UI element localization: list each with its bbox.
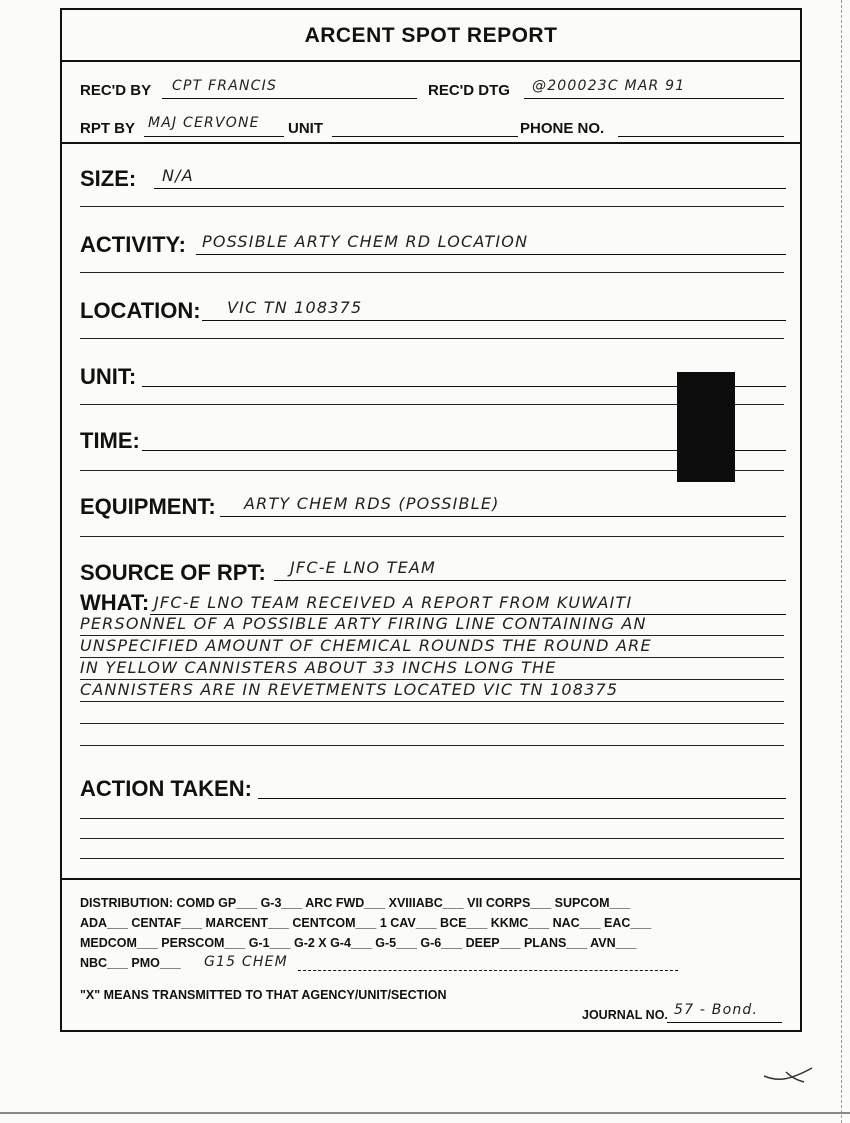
- what-label: WHAT:: [80, 590, 150, 615]
- recd-by-value: CPT FRANCIS: [172, 78, 278, 94]
- rpt-by-value: MAJ CERVONE: [148, 115, 260, 131]
- page-edge-rule: [841, 0, 842, 1123]
- what-text-3: UNSPECIFIED AMOUNT OF CHEMICAL ROUNDS THE ROUND ARE: [80, 636, 652, 655]
- what-line-7: [80, 745, 784, 746]
- header-rule: [62, 142, 800, 144]
- form-title: [62, 24, 800, 48]
- distribution-handwritten: G15 CHEM: [204, 954, 288, 970]
- form-title-text: ARCENT SPOT REPORT: [295, 24, 568, 47]
- what-line-5: [80, 701, 784, 702]
- recd-dtg-value: @200023C MAR 91: [532, 78, 686, 94]
- activity-value: POSSIBLE ARTY CHEM RD LOCATION: [202, 232, 529, 251]
- size-line: [154, 188, 786, 189]
- what-text-2: PERSONNEL OF A POSSIBLE ARTY FIRING LINE CONTAINING AN: [80, 614, 647, 633]
- action-line-3: [80, 838, 784, 839]
- source-label: SOURCE OF RPT:: [80, 560, 266, 585]
- activity-line: [196, 254, 786, 255]
- page-bottom-rule: [0, 1112, 850, 1114]
- rpt-by-line: [144, 136, 284, 137]
- what-text-4: IN YELLOW CANNISTERS ABOUT 33 INCHS LONG THE: [80, 658, 557, 677]
- distribution-line-3: MEDCOM___ PERSCOM___ G-1___ G-2 X G-4___ G-5___ G-6___ DEEP___ PLANS___ AVN___: [80, 936, 637, 950]
- distribution-line-4: NBC___ PMO___: [80, 956, 181, 970]
- phone-line: [618, 136, 784, 137]
- time-label: TIME:: [80, 428, 140, 453]
- action-line-4: [80, 858, 784, 859]
- location-value: VIC TN 108375: [227, 298, 363, 317]
- distribution-blank-line: [298, 970, 678, 971]
- recd-by-label: REC'D BY: [80, 82, 152, 99]
- size-extra-line: [80, 206, 784, 207]
- unit-header-line: [332, 136, 518, 137]
- equipment-value: ARTY CHEM RDS (POSSIBLE): [244, 494, 500, 513]
- action-taken-label: ACTION TAKEN:: [80, 776, 252, 801]
- activity-extra-line: [80, 272, 784, 273]
- distribution-line-1: DISTRIBUTION: COMD GP___ G-3___ ARC FWD___ XVIIIABC___ VII CORPS___ SUPCOM___: [80, 896, 631, 910]
- initials-mark: [760, 1062, 820, 1086]
- transmit-note: "X" MEANS TRANSMITTED TO THAT AGENCY/UNIT/SECTION: [80, 988, 447, 1002]
- action-line-1: [258, 798, 786, 799]
- distribution-line-2: ADA___ CENTAF___ MARCENT___ CENTCOM___ 1 CAV___ BCE___ KKMC___ NAC___ EAC___: [80, 916, 652, 930]
- location-label: LOCATION:: [80, 298, 201, 323]
- recd-dtg-line: [524, 98, 784, 99]
- what-line-6: [80, 723, 784, 724]
- title-rule: [62, 60, 800, 62]
- unit-header-label: UNIT: [288, 120, 323, 137]
- equipment-extra-line: [80, 536, 784, 537]
- what-text-5: CANNISTERS ARE IN REVETMENTS LOCATED VIC TN 108375: [80, 680, 619, 699]
- journal-line: [667, 1022, 782, 1023]
- equipment-line: [220, 516, 786, 517]
- journal-label: JOURNAL NO.: [582, 1008, 668, 1022]
- journal-value: 57 - Bond.: [674, 1002, 759, 1018]
- source-line: [274, 580, 786, 581]
- action-line-2: [80, 818, 784, 819]
- spot-report-form: [60, 8, 802, 1032]
- activity-label: ACTIVITY:: [80, 232, 186, 257]
- equipment-label: EQUIPMENT:: [80, 494, 216, 519]
- rpt-by-label: RPT BY: [80, 120, 136, 137]
- recd-dtg-label: REC'D DTG: [428, 82, 510, 99]
- what-text-1: JFC-E LNO TEAM RECEIVED A REPORT FROM KUWAITI: [154, 593, 633, 612]
- redaction-block: [677, 372, 735, 482]
- source-value: JFC-E LNO TEAM: [290, 558, 437, 577]
- recd-by-line: [162, 98, 417, 99]
- size-label: SIZE:: [80, 166, 137, 191]
- unit-label: UNIT:: [80, 364, 137, 389]
- location-extra-line: [80, 338, 784, 339]
- phone-label: PHONE NO.: [520, 120, 605, 137]
- distribution-rule: [62, 878, 800, 880]
- location-line: [202, 320, 786, 321]
- size-value: N/A: [162, 166, 194, 185]
